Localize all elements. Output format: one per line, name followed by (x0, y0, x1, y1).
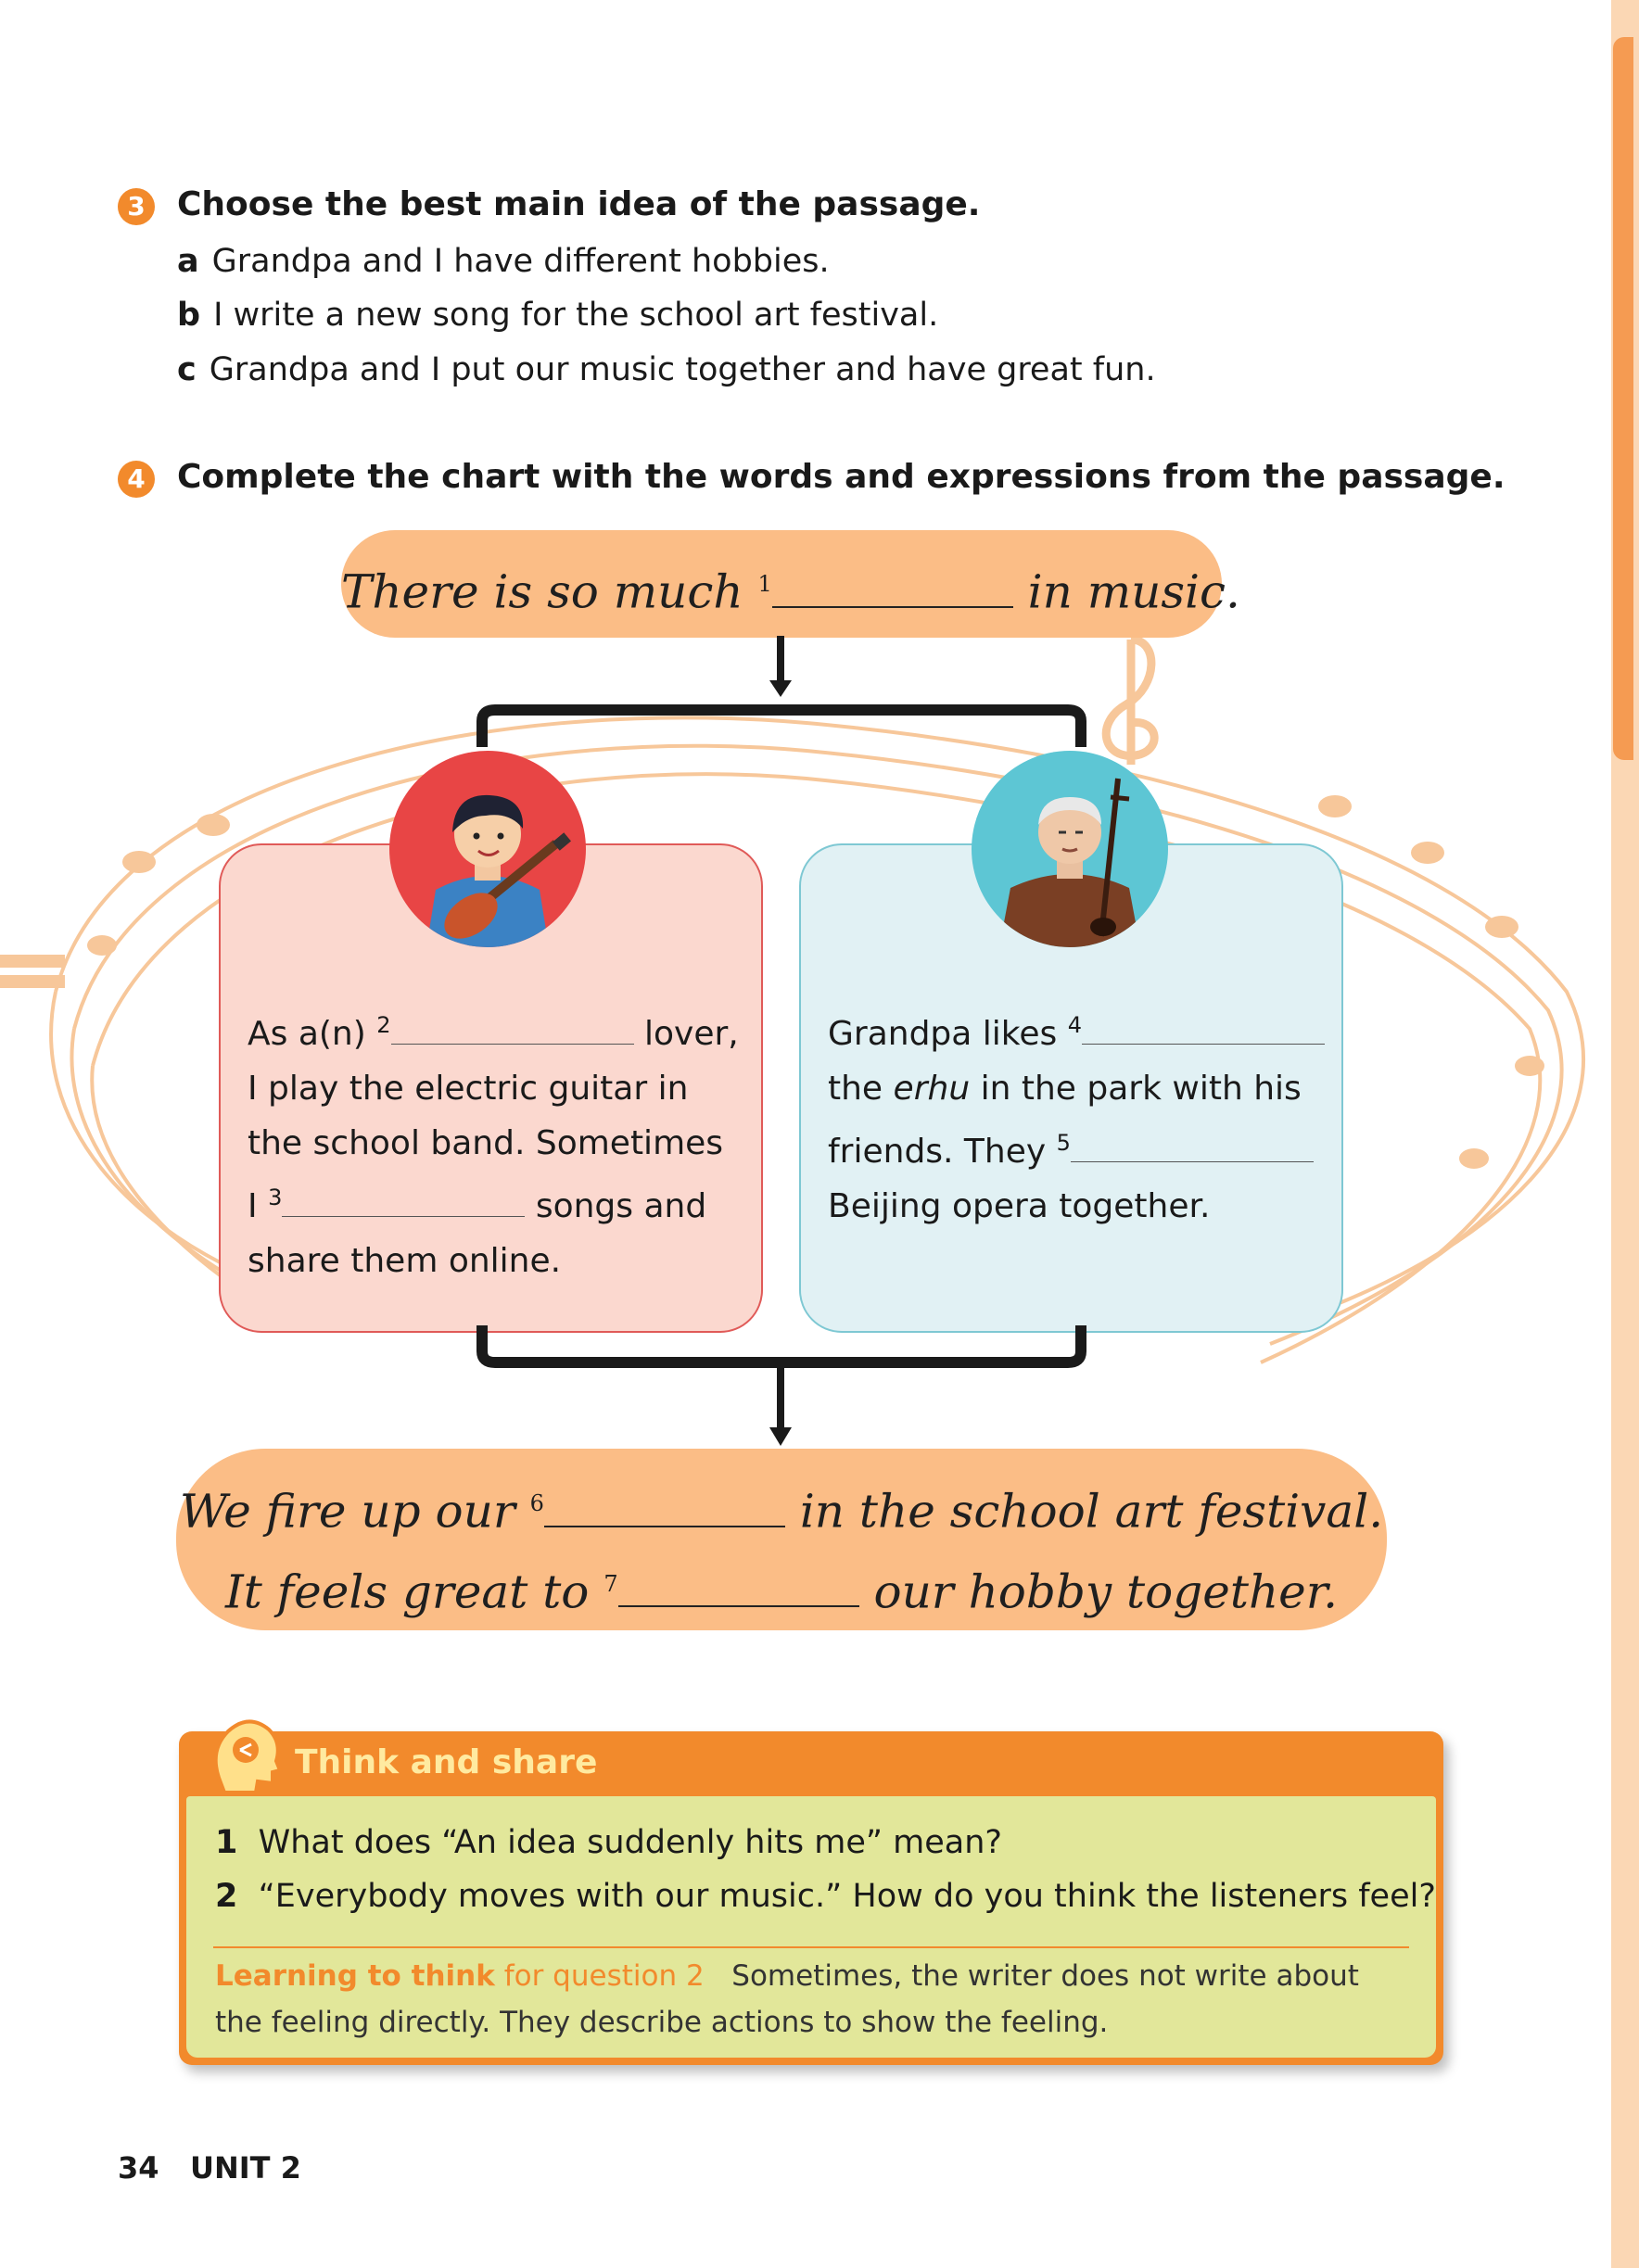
page-number: 34 (118, 2150, 159, 2186)
unit-label: UNIT 2 (189, 2150, 301, 2186)
page-footer (118, 2150, 301, 2186)
right-card-text: Grandpa likes $^4$ the erhu in the park with his friends. They $^5$ Beijing opera together. (828, 998, 1325, 1234)
boy-guitar-avatar (389, 751, 586, 947)
think-and-share-title: Think and share (295, 1743, 598, 1781)
question-3-option-b: b I write a new song for the school art festival. (177, 297, 939, 334)
bottom-connector (464, 1325, 1112, 1455)
bottom-banner-line-1: We fire up our $^6$ in the school art festival. (179, 1484, 1384, 1539)
learning-to-think-note-line-1: Learning to think for question 2 Sometimes, the writer does not write about (215, 1959, 1359, 1993)
question-3-title: Choose the best main idea of the passage. (177, 185, 981, 223)
bottom-banner (176, 1449, 1387, 1630)
question-3-number: 3 (118, 188, 155, 225)
share-head-icon (202, 1713, 286, 1796)
question-3-option-c: c Grandpa and I put our music together and have great fun. (177, 351, 1156, 388)
learning-to-think-note-line-2: the feeling directly. They describe actions to show the feeling. (215, 2006, 1109, 2039)
grandpa-erhu-avatar (972, 751, 1168, 947)
think-divider (213, 1946, 1409, 1948)
think-question-2: 2 “Everybody moves with our music.” How do you think the listeners feel? (215, 1878, 1436, 1915)
bottom-banner-line-2: It feels great to $^7$ our hobby together. (224, 1565, 1339, 1619)
top-connector (464, 636, 1112, 766)
think-question-1: 1 What does “An idea suddenly hits me” mean? (215, 1824, 1002, 1861)
question-4-number: 4 (118, 461, 155, 498)
page-edge-tab (1613, 37, 1633, 760)
top-banner: There is so much $^1$ in music. (341, 530, 1222, 638)
question-4-title: Complete the chart with the words and expressions from the passage. (177, 458, 1506, 496)
question-3-option-a: a Grandpa and I have different hobbies. (177, 243, 830, 280)
left-card-text: As a(n) $^2$ lover, I play the electric guitar in the school band. Sometimes I $^3$ songs and share them online. (248, 1012, 739, 1280)
